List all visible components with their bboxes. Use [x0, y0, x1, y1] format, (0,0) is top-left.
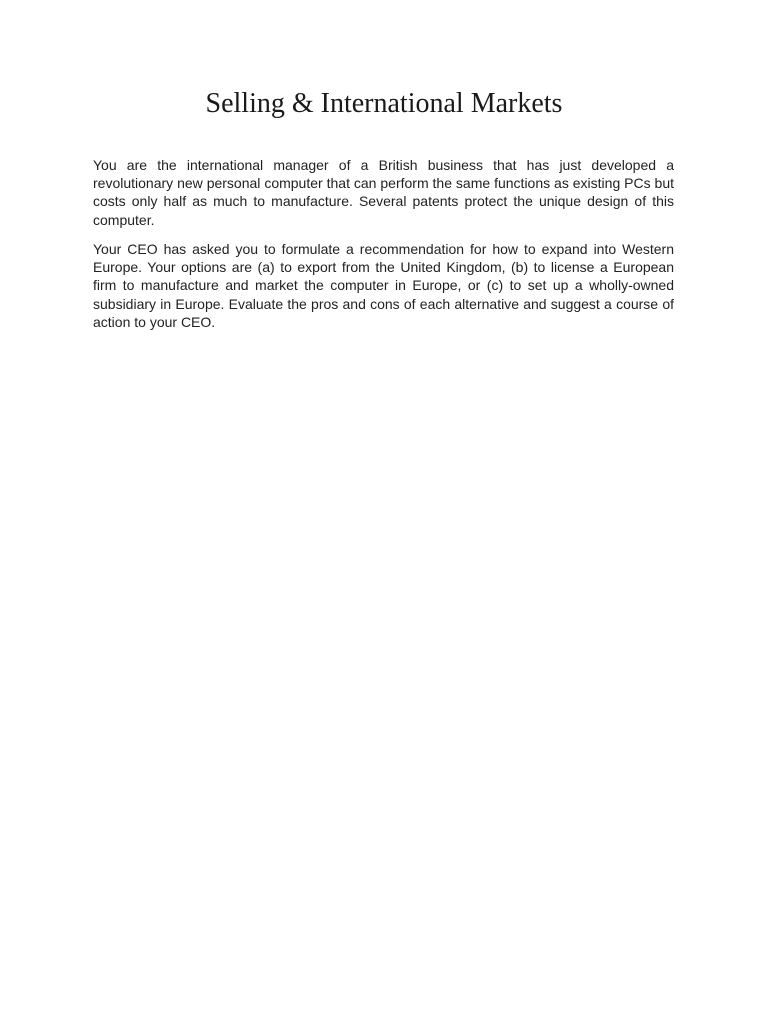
paragraph-scenario: You are the international manager of a British business that has just developed a revolutionary new personal computer that can perform the same functions as existing PCs but costs only half as much to manufacture. Several patents protect the unique design of this computer. — [93, 157, 674, 228]
paragraph-task: Your CEO has asked you to formulate a recommendation for how to expand into Western Europe. Your options are (a) to export from the United Kingdom, (b) to license a European firm to manufacture and market the computer in Europe, or (c) to set up a wholly-owned subsidiary in Europe. Evaluate the pros and cons of each alternative and suggest a course of action to your CEO. — [93, 241, 674, 330]
document-title: Selling & International Markets — [205, 88, 563, 119]
